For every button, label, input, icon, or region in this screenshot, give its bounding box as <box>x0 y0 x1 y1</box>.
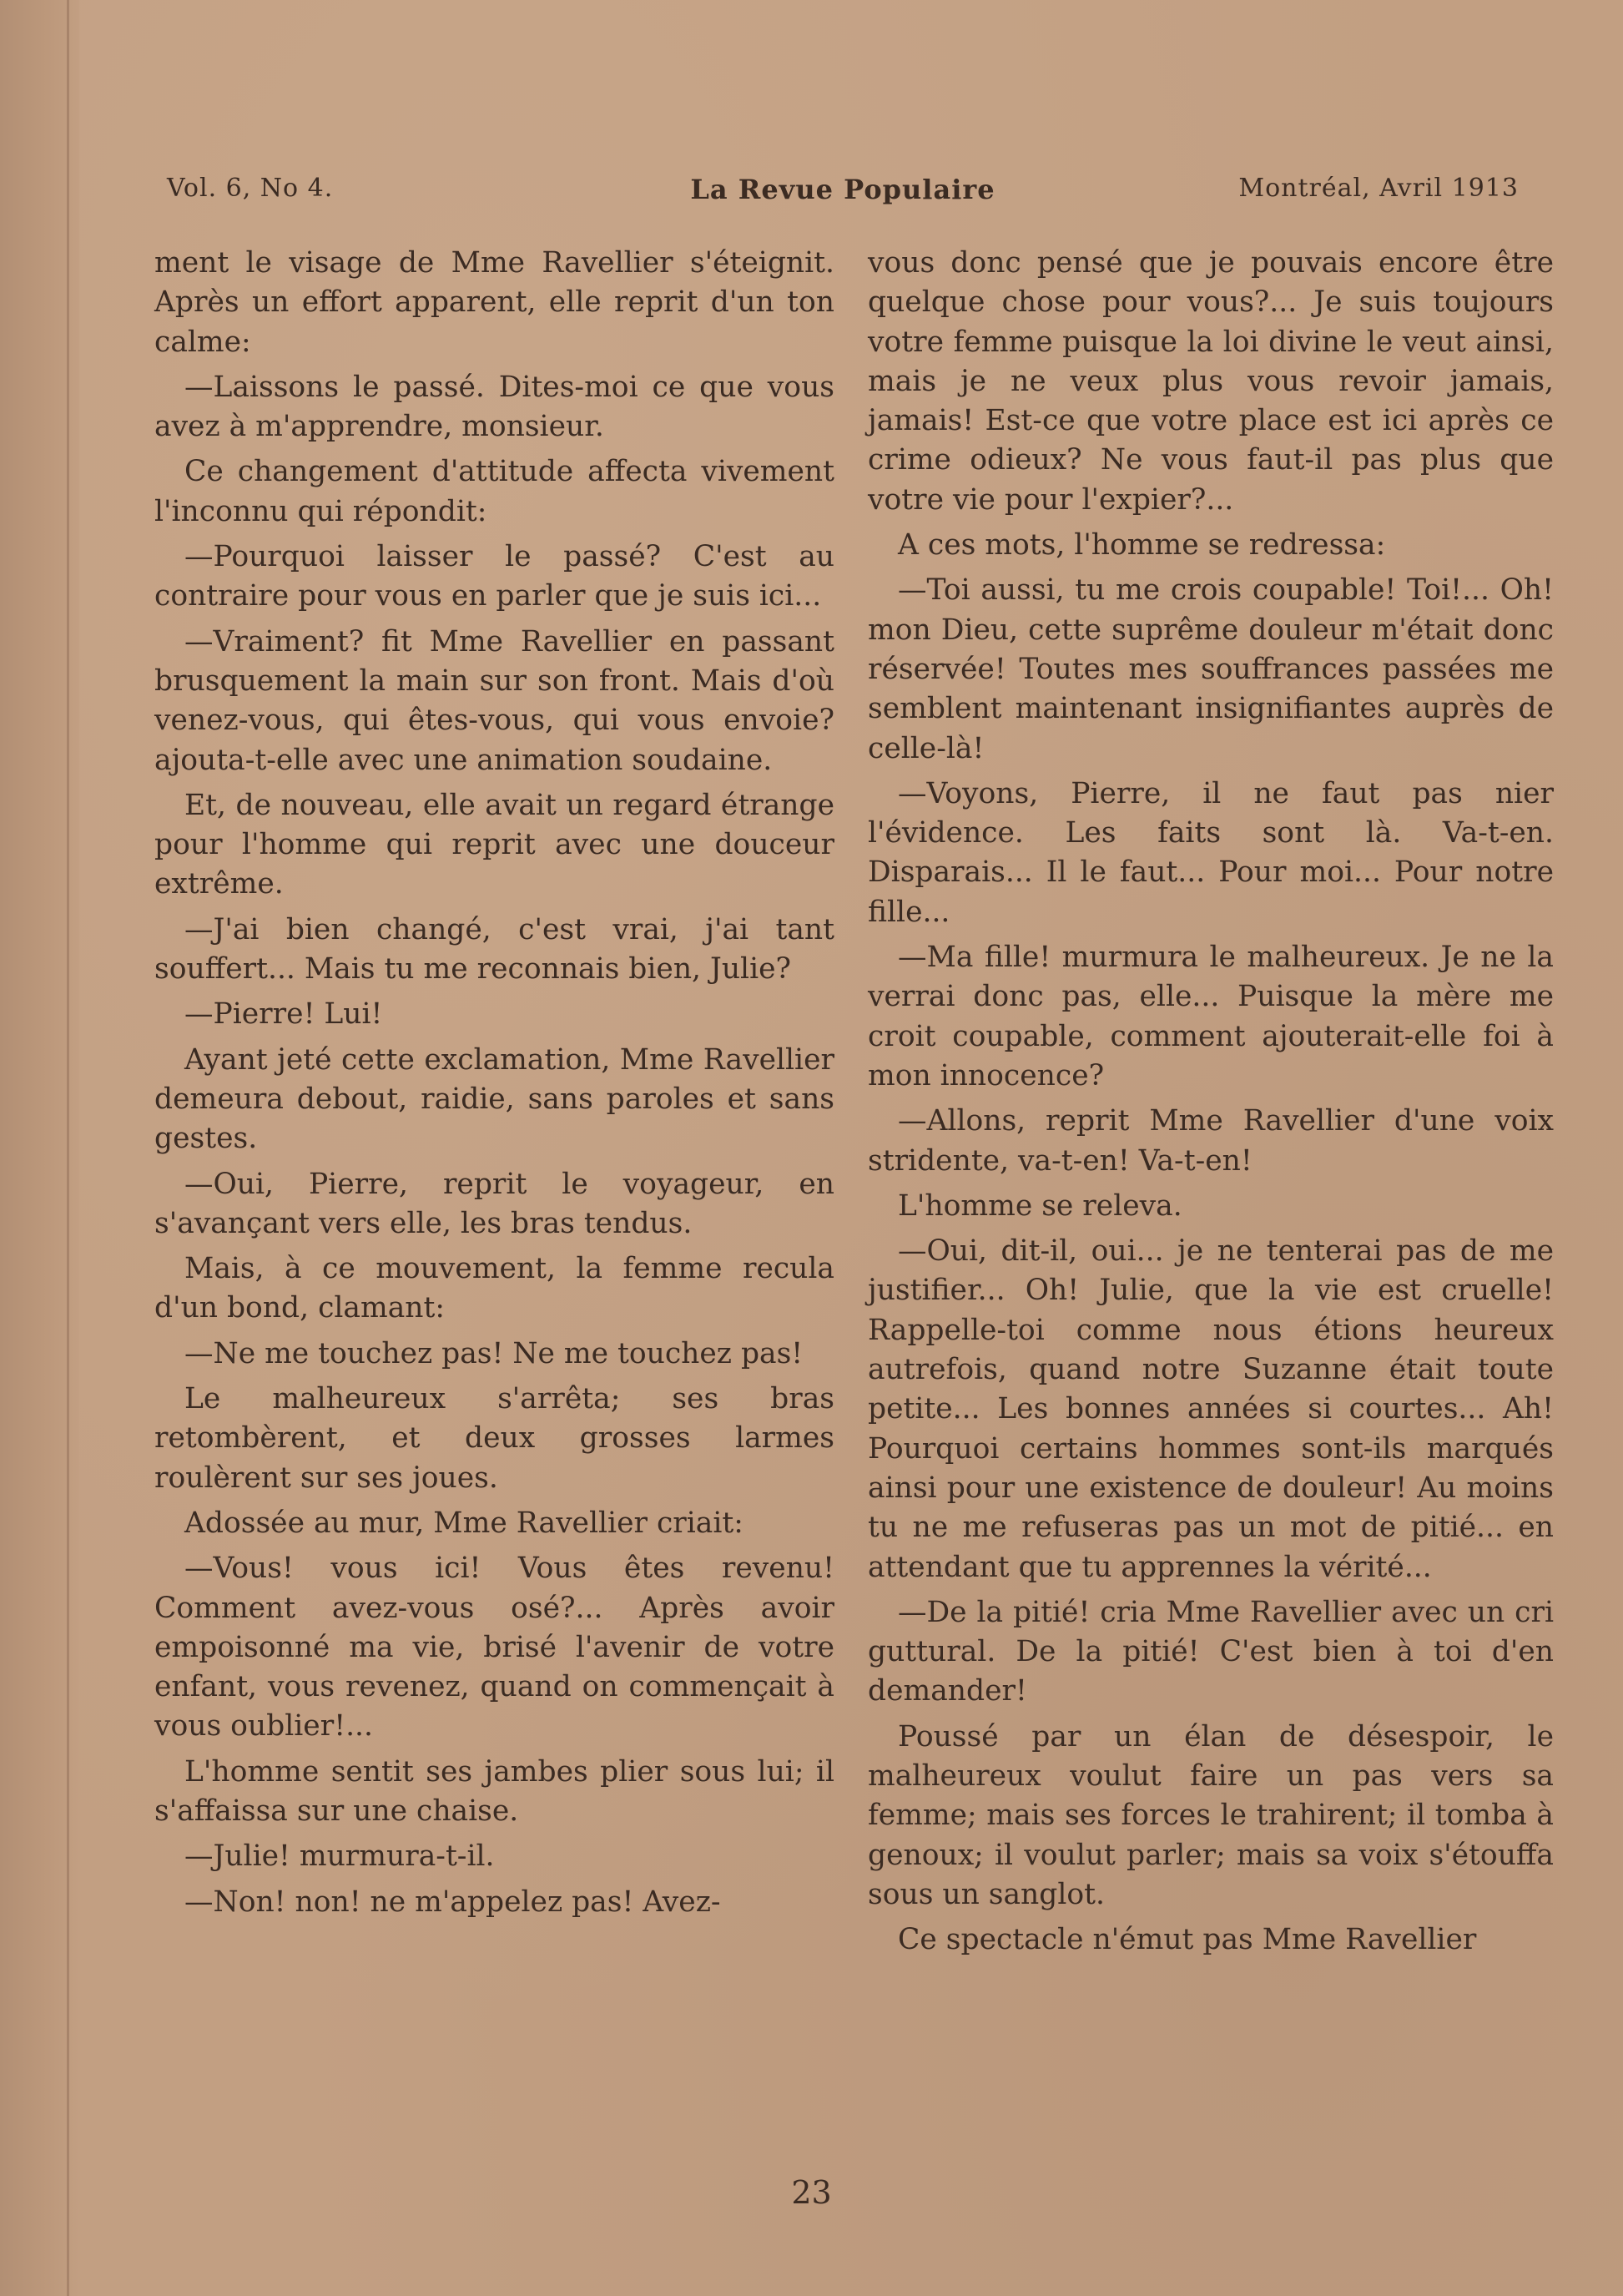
paragraph: Poussé par un élan de désespoir, le malheureux voulut faire un pas vers sa femme; mais ses forces le trahirent; il tomba à genoux; il voulut parler; mais sa voix s'étouffa sous un sanglot. <box>868 1719 1554 1911</box>
paragraph: Ayant jeté cette exclamation, Mme Ravellier demeura debout, raidie, sans paroles et sans gestes. <box>154 1042 834 1156</box>
paragraph: L'homme se releva. <box>898 1188 1182 1223</box>
paragraph: —De la pitié! cria Mme Ravellier avec un cri guttural. De la pitié! C'est bien à toi d'en demander! <box>868 1595 1554 1708</box>
paragraph: —Toi aussi, tu me crois coupable! Toi!... Oh! mon Dieu, cette suprême douleur m'était donc réservée! Toutes mes souffrances passées me semblent maintenant insignifiantes auprès de celle-là! <box>868 573 1554 765</box>
paragraph: —Ma fille! murmura le malheureux. Je ne la verrai donc pas, elle... Puisque la mère me croit coupable, comment ajouterait-elle foi à mon innocence? <box>868 941 1554 1092</box>
paragraph: —Pourquoi laisser le passé? C'est au contraire pour vous en parler que je suis ici... <box>154 540 834 613</box>
paragraph: Le malheureux s'arrêta; ses bras retombèrent, et deux grosses larmes roulèrent sur ses joues. <box>154 1382 834 1495</box>
paragraph: —Laissons le passé. Dites-moi ce que vous avez à m'apprendre, monsieur. <box>154 370 834 444</box>
paragraph: —J'ai bien changé, c'est vrai, j'ai tant souffert... Mais tu me reconnais bien, Julie? <box>154 912 834 987</box>
paragraph: Ce spectacle n'émut pas Mme Ravellier <box>898 1923 1477 1957</box>
paragraph: —Voyons, Pierre, il ne faut pas nier l'évidence. Les faits sont là. Va-t-en. Disparais... Il le faut... Pour moi... Pour notre fille... <box>868 776 1554 929</box>
paragraph: L'homme sentit ses jambes plier sous lui; il s'affaissa sur une chaise. <box>154 1754 834 1828</box>
paragraph: —Oui, dit-il, oui... je ne tenterai pas de me justifier... Oh! Julie, que la vie est cruelle! Rappelle-toi comme nous étions heureux autrefois, quand notre Suzanne était toute petite... Les bonnes années si courtes... Ah! Pourquoi certains hommes sont-ils marqués ainsi pour une existence de douleur! Au moins tu ne me refuseras pas un mot de pitié... en attendant que tu apprennes la vérité... <box>868 1234 1554 1584</box>
paragraph: Mais, à ce mouvement, la femme recula d'un bond, clamant: <box>154 1252 834 1325</box>
left-column <box>154 244 834 1928</box>
paragraph: —Oui, Pierre, reprit le voyageur, en s'avançant vers elle, les bras tendus. <box>154 1167 834 1240</box>
paragraph: —Pierre! Lui! <box>184 997 383 1032</box>
paragraph: —Allons, reprit Mme Ravellier d'une voix stridente, va-t-en! Va-t-en! <box>868 1104 1554 1178</box>
header-volume: Vol. 6, No 4. <box>167 174 334 203</box>
header-place-date: Montréal, Avril 1913 <box>1238 174 1519 203</box>
paragraph: —Vraiment? fit Mme Ravellier en passant brusquement la main sur son front. Mais d'où venez-vous, qui êtes-vous, qui vous envoie? ajouta-t-elle avec une animation soudaine. <box>154 624 834 777</box>
paragraph: —Non! non! ne m'appelez pas! Avez- <box>184 1885 721 1919</box>
paragraph: Adossée au mur, Mme Ravellier criait: <box>184 1506 743 1540</box>
paragraph: —Julie! murmura-t-il. <box>184 1839 495 1874</box>
right-column <box>868 244 1554 1965</box>
page-number: 23 <box>791 2174 832 2211</box>
paragraph: A ces mots, l'homme se redressa: <box>898 528 1386 563</box>
paragraph: —Vous! vous ici! Vous êtes revenu! Comment avez-vous osé?... Après avoir empoisonné ma vie, brisé l'avenir de votre enfant, vous revenez, quand on commençait à vous oublier!... <box>154 1552 834 1743</box>
binding-line <box>67 0 69 2296</box>
paragraph: Et, de nouveau, elle avait un regard étrange pour l'homme qui reprit avec une douceur extrême. <box>154 788 834 901</box>
running-header <box>167 174 1519 214</box>
paragraph: vous donc pensé que je pouvais encore être quelque chose pour vous?... Je suis toujours votre femme puisque la loi divine le veut ainsi, mais je ne veux plus vous revoir jamais, jamais! Est-ce que votre place est ici après ce crime odieux? Ne vous faut-il pas plus que votre vie pour l'expier?... <box>868 246 1554 517</box>
paragraph: ment le visage de Mme Ravellier s'éteignit. Après un effort apparent, elle reprit d'un ton calme: <box>154 246 834 359</box>
paragraph: —Ne me touchez pas! Ne me touchez pas! <box>184 1336 804 1370</box>
header-magazine-title: La Revue Populaire <box>690 174 995 205</box>
paragraph: Ce changement d'attitude affecta vivement l'inconnu qui répondit: <box>154 455 834 528</box>
